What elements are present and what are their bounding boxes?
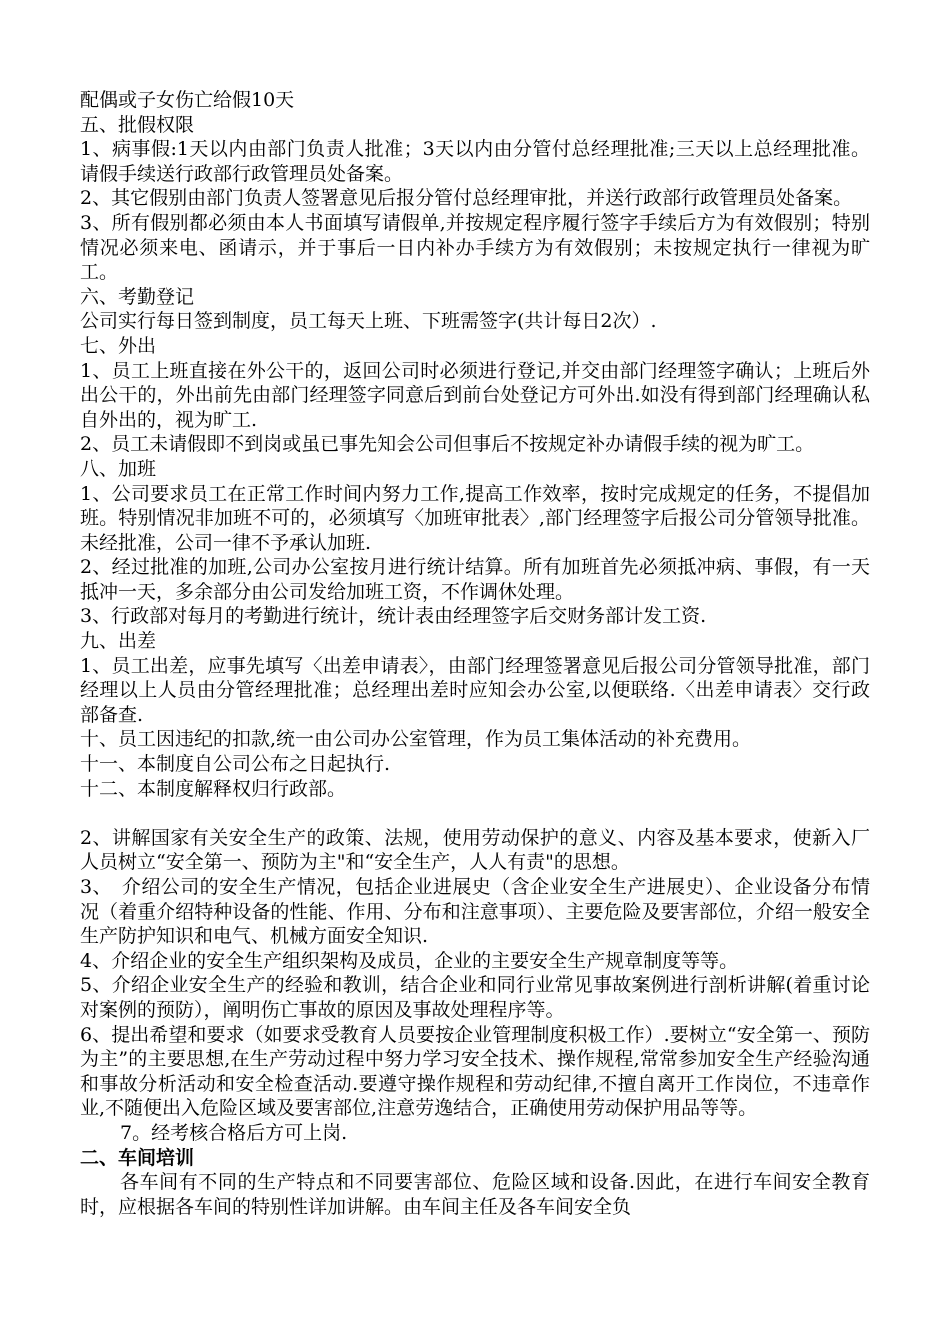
paragraph: 1、公司要求员工在正常工作时间内努力工作,提高工作效率，按时完成规定的任务，不提倡加班。特别情况非加班不可的，必须填写〈加班审批表〉,部门经理签字后报公司分管领导批准。未经批准，公司一律不予承认加班. <box>80 482 870 554</box>
paragraph: 十一、本制度自公司公布之日起执行. <box>80 753 391 776</box>
paragraph: 3、行政部对每月的考勤进行统计，统计表由经理签字后交财务部计发工资. <box>80 605 707 628</box>
paragraph: 2、经过批准的加班,公司办公室按月进行统计结算。所有加班首先必须抵冲病、事假，有一天抵冲一天，多余部分由公司发给加班工资，不作调休处理。 <box>80 556 870 603</box>
document-page <box>80 88 870 1219</box>
paragraph: 1、病事假:1天以内由部门负责人批准；3天以内由分管付总经理批准;三天以上总经理批准。请假手续送行政部行政管理员处备案。 <box>80 138 870 185</box>
section-heading: 六、考勤登记 <box>80 285 195 308</box>
paragraph: 2、讲解国家有关安全生产的政策、法规，使用劳动保护的意义、内容及基本要求，使新入厂人员树立“安全第一、预防为主"和“安全生产，人人有责"的思想。 <box>80 826 870 874</box>
paragraph: 4、介绍企业的安全生产组织架构及成员，企业的主要安全生产规章制度等等。 <box>80 949 739 972</box>
paragraph: 6、提出希望和要求（如要求受教育人员要按企业管理制度积极工作）.要树立“安全第一、预防为主”的主要思想,在生产劳动过程中努力学习安全技术、操作规程,常常参加安全生产经验沟通和事故分析活动和安全检查活动.要遵守操作规程和劳动纪律,不擅自离开工作岗位，不违章作业,不随便出入危险区域及要害部位,注意劳逸结合，正确使用劳动保护用品等等。 <box>80 1023 870 1120</box>
paragraph: 5、介绍企业安全生产的经验和教训，结合企业和同行业常见事故案例进行剖析讲解(着重讨论对案例的预防），阐明伤亡事故的原因及事故处理程序等。 <box>80 974 870 1021</box>
paragraph: 3、所有假别都必须由本人书面填写请假单,并按规定程序履行签字手续后方为有效假别；特别情况必须来电、函请示，并于事后一日内补办手续方为有效假别；未按规定执行一律视为旷工。 <box>80 211 870 284</box>
paragraph: 2、其它假别由部门负责人签署意见后报分管付总经理审批，并送行政部行政管理员处备案。 <box>80 187 853 210</box>
paragraph: 2、员工未请假即不到岗或虽已事先知会公司但事后不按规定补办请假手续的视为旷工。 <box>80 433 815 456</box>
text-line: 配偶或子女伤亡给假10天 <box>80 89 295 111</box>
section-heading: 七、外出 <box>80 334 157 357</box>
section-heading: 九、出差 <box>80 630 157 653</box>
paragraph: 十、员工因违纪的扣款,统一由公司办公室管理，作为员工集体活动的补充费用。 <box>80 728 752 751</box>
paragraph: 3、 介绍公司的安全生产情况，包括企业进展史（含企业安全生产进展史）、企业设备分布情况（着重介绍特种设备的性能、作用、分布和注意事项）、主要危险及要害部位，介绍一般安全生产防护知识和电气、机械方面安全知识. <box>80 876 870 948</box>
paragraph: 各车间有不同的生产特点和不同要害部位、危险区域和设备.因此，在进行车间安全教育时，应根据各车间的特别性详加讲解。由车间主任及各车间安全负 <box>80 1171 870 1218</box>
section-heading: 八、加班 <box>80 457 157 480</box>
blank-line <box>80 801 870 826</box>
paragraph: 十二、本制度解释权归行政部。 <box>80 777 347 800</box>
paragraph: 1、员工出差，应事先填写〈出差申请表〉，由部门经理签署意见后报公司分管领导批准，部门经理以上人员由分管经理批准；总经理出差时应知会办公室,以便联络.〈出差申请表〉交行政部备查. <box>80 654 870 726</box>
paragraph: 1、员工上班直接在外公干的，返回公司时必须进行登记,并交由部门经理签字确认；上班后外出公干的，外出前先由部门经理签字同意后到前台处登记方可外出.如没有得到部门经理确认私自外出的，视为旷工. <box>80 359 870 431</box>
paragraph: 公司实行每日签到制度，员工每天上班、下班需签字(共计每日2次）. <box>80 310 657 333</box>
section-heading-bold: 二、车间培训 <box>80 1146 195 1169</box>
section-heading: 五、批假权限 <box>80 113 195 136</box>
list-item: 7。经考核合格后方可上岗. <box>120 1121 348 1144</box>
